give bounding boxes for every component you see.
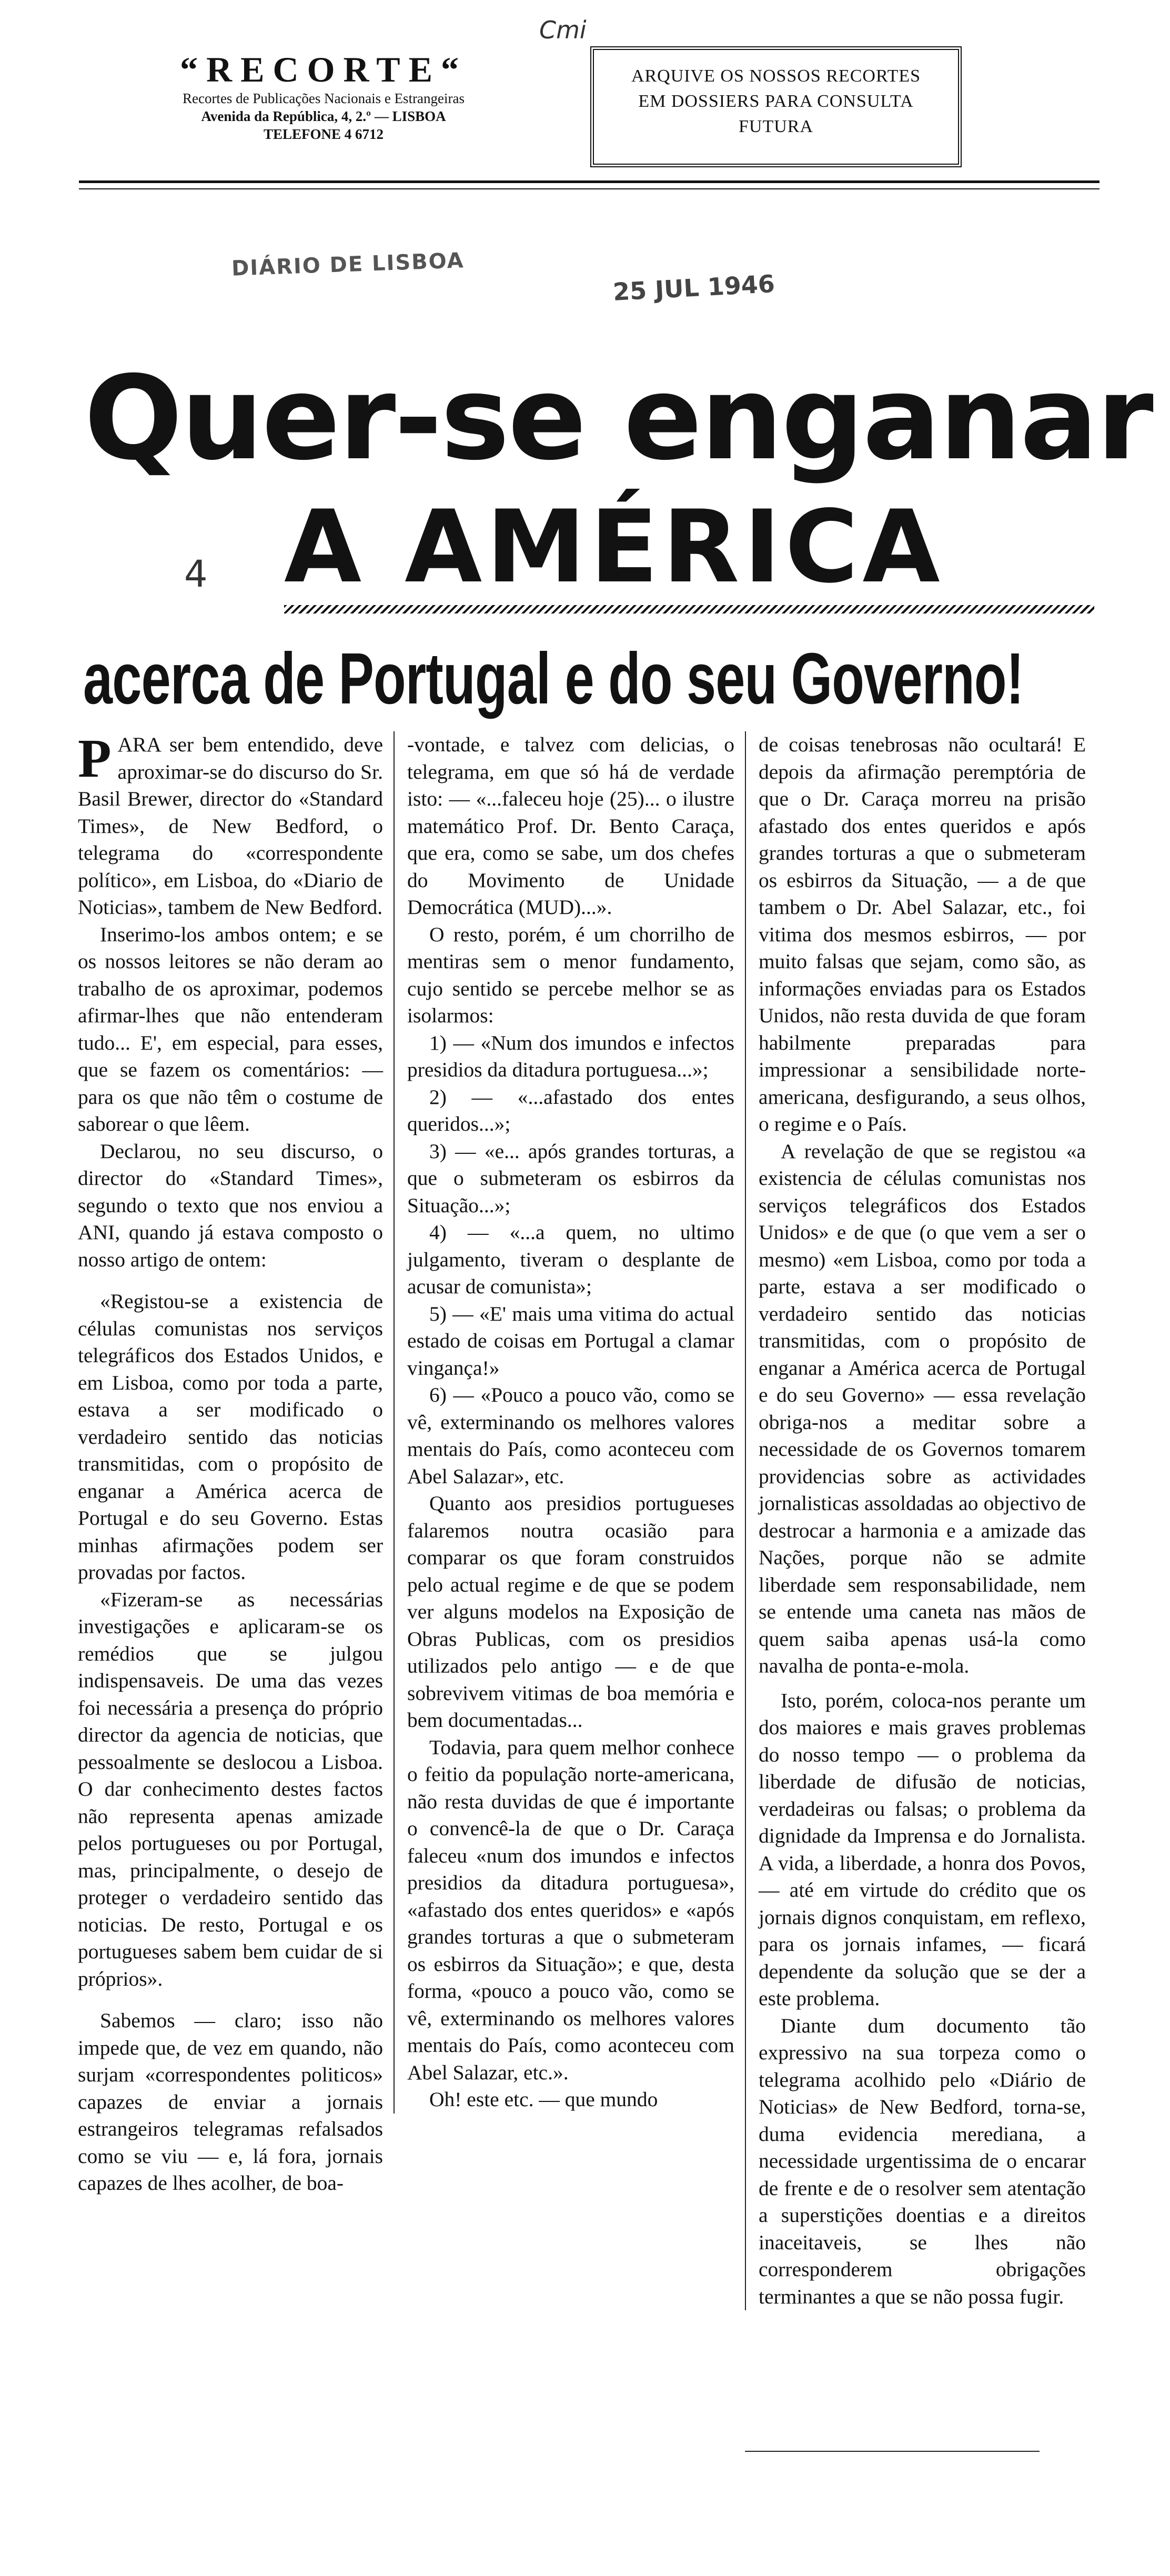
notice-line-1: ARQUIVE OS NOSSOS RECORTES: [631, 66, 921, 86]
agency-address: Avenida da República, 4, 2.º — LISBOA: [201, 108, 446, 124]
article-column-3: [745, 731, 1086, 2310]
source-stamp: DIÁRIO DE LISBOA: [231, 248, 465, 281]
paragraph: Todavia, para quem melhor conhece o feitio da população norte-americana, não resta duvidas de que é importante o convencê-la de que o Dr. Caraça faleceu «num dos imundos e infectos presidios da ditadura portuguesa», «afastado dos entes queridos» e «após grandes torturas a que o submeteram os esbirros da Situação»; e que, desta forma, «pouco a pouco vão, como se vê, exterminando os melhores valores mentais do País, como aconteceu com Abel Salazar, etc.».: [407, 1735, 734, 2084]
headline-line-1: Quer-se enganar: [84, 351, 1152, 486]
paragraph: de coisas tenebrosas não ocultará! E depois da afirmação peremptória de que o Dr. Caraça morreu na prisão afastado dos entes queridos e após grandes torturas a que o submeteram os esbirros da Situação, — a de que tambem o Dr. Abel Salazar, etc., foi vitima dos mesmos esbirros, — por muito falsas que sejam, como são, as informações enviadas para os Estados Unidos, não resta duvida de que foram habilmente preparadas para impressionar a sensibilidade norte-americana, desfigurando, a seus olhos, o regime e o País.: [759, 733, 1086, 1135]
paragraph: Isto, porém, coloca-nos perante um dos maiores e mais graves problemas do nosso tempo — o problema da liberdade de difusão de noticias, verdadeiras ou falsas; o problema da dignidade da Imprensa e do Jornalista. A vida, a liberdade, a honra dos Povos, — até em virtude do crédito que os jornais dignos conquistam, em reflexo, para os jornais infames, — ficará dependente da solução que se der a este problema.: [759, 1688, 1086, 2010]
list-item: 2) — «...afastado dos entes queridos...»;: [407, 1085, 734, 1135]
list-item: 5) — «E' mais uma vitima do actual estado de coisas em Portugal a clamar vingança!»: [407, 1302, 734, 1380]
agency-header: [121, 50, 526, 143]
paragraph: Diante dum documento tão expressivo na sua torpeza como o telegrama acolhido pelo «Diário de Noticias» de New Bedford, torna-se, duma evidencia merediana, a necessidade urgentissima de o encarar de frente e de o resolver sem atentação a superstições doentias e a direitos inaceitaveis, se lhes não corresponderem obrigações terminantes a que se não possa fugir.: [759, 2014, 1086, 2308]
paragraph: A revelação de que se registou «a existencia de células comunistas nos serviços telegráficos dos Estados Unidos» e de que (o que vem a ser o mesmo) «em Lisboa, como por toda a parte, estava a ser modificado o verdadeiro sentido das noticias transmitidas, com o propósito de enganar a América acerca de Portugal e do seu Governo» — essa revelação obriga-nos a meditar sobre a necessidade de os Governos tomarem providencias sobre as actividades jornalisticas assoldadas ao objectivo de destrocar a harmonia e a amizade das Nações, porque não se admite liberdade sem responsabilidade, nem se entende uma caneta nas mãos de quem saiba apenas usá-la como navalha de ponta-e-mola.: [759, 1139, 1086, 1677]
article-column-2: [394, 731, 734, 2114]
article-column-1: [78, 728, 383, 2197]
header-divider: [79, 180, 1100, 189]
paragraph: -vontade, e talvez com delicias, o telegrama, em que só há de verdade isto: — «...faleceu hoje (25)... o ilustre matemático Prof. Dr. Bento Caraça, que era, como se sabe, um dos chefes do Movimento de Unidade Democrática (MUD)...».: [407, 733, 734, 919]
drop-cap: P: [78, 728, 112, 789]
paragraph: Declarou, no seu discurso, o director do «Standard Times», segundo o texto que nos enviou a ANI, quando já estava composto o nosso artigo de ontem:: [78, 1139, 383, 1271]
agency-phone: TELEFONE 4 6712: [263, 126, 384, 142]
agency-name: “RECORTE“: [180, 49, 467, 89]
archive-notice-box: [590, 46, 962, 167]
notice-line-2: EM DOSSIERS PARA CONSULTA: [638, 92, 914, 111]
list-item: 4) — «...a quem, no ultimo julgamento, tiveram o desplante de acusar de comunista»;: [407, 1221, 734, 1298]
agency-subtitle: Recortes de Publicações Nacionais e Estrangeiras: [182, 90, 465, 106]
list-item: 1) — «Num dos imundos e infectos presidios da ditadura portuguesa...»;: [407, 1031, 734, 1081]
list-item: 6) — «Pouco a pouco vão, como se vê, exterminando os melhores valores mentais do País, como aconteceu com Abel Salazar», etc.: [407, 1383, 734, 1488]
headline-line-2: A AMÉRICA: [284, 489, 944, 605]
paragraph: Quanto aos presidios portugueses falaremos noutra ocasião para comparar os que foram construidos pelo actual regime e de que se podem ver alguns modelos na Exposição de Obras Publicas, com os presidios utilizados pelo antigo — e de que sobrevivem vitimas de boa memória e bem documentadas...: [407, 1492, 734, 1732]
paragraph: Inserimo-los ambos ontem; e se os nossos leitores se não deram ao trabalho de os aproximar, podemos afirmar-lhes que não entenderam tudo... E', em especial, para esses, que se fazem os comentários: — para os que não têm o costume de saborear o que lêem.: [78, 922, 383, 1135]
paragraph: O resto, porém, é um chorrilho de mentiras sem o menor fundamento, cujo sentido se percebe melhor se as isolarmos:: [407, 922, 734, 1027]
date-stamp: 25 JUL 1946: [612, 269, 776, 307]
headline-line-3: acerca de Portugal e do seu Governo!: [83, 638, 1024, 719]
notice-line-3: FUTURA: [738, 117, 814, 136]
list-item: 3) — «e... após grandes torturas, a que o submeteram os esbirros da Situação...»;: [407, 1139, 734, 1217]
handwritten-top-mark: Cmi: [539, 16, 587, 44]
paragraph-text: ARA ser bem entendido, deve aproximar-se do discurso do Sr. Basil Brewer, director do «Standard Times», de New Bedford, o telegrama do «correspondente político», em Lisboa, do «Diario de Noticias», tambem de New Bedford.: [78, 733, 383, 919]
quoted-paragraph: «Registou-se a existencia de células comunistas nos serviços telegráficos dos Estados Unidos, e em Lisboa, como por toda a parte, estava a ser modificado o verdadeiro sentido das noticias transmitidas, com o propósito de enganar a América acerca de Portugal e do seu Governo. Estas minhas afirmações podem ser provadas por factos.: [78, 1290, 383, 1584]
quoted-paragraph: «Fizeram-se as necessárias investigações e aplicaram-se os remédios que se julgou indispensaveis. De uma das vezes foi necessária a presença do próprio director da agencia de noticias, que pessoalmente se deslocou a Lisboa. O dar conhecimento destes factos não representa apenas amizade pelos portugueses ou por Portugal, mas, principalmente, o desejo de proteger o verdadeiro sentido das noticias. De resto, Portugal e os portugueses sabem bem cuidar de si próprios».: [78, 1587, 383, 1990]
paragraph: Sabemos — claro; isso não impede que, de vez em quando, não surjam «correspondentes politicos» capazes de enviar a jornais estrangeiros telegramas refalsados como se viu — e, lá fora, jornais capazes de lhes acolher, de boa-: [78, 2009, 383, 2195]
article-end-rule: [745, 2451, 1040, 2452]
handwritten-margin-mark: 4: [184, 552, 208, 596]
headline-zigzag-rule: [284, 605, 1094, 613]
paragraph: [78, 728, 383, 921]
paragraph: Oh! este etc. — que mundo: [429, 2088, 658, 2111]
